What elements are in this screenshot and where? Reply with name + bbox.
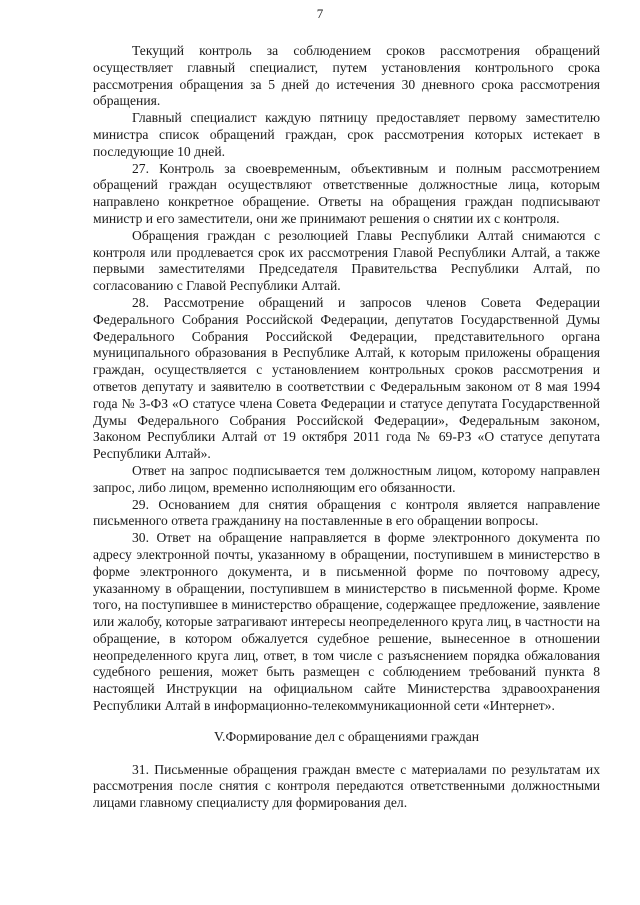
paragraph-27: 27. Контроль за своевременным, объективным и полным рассмотрением обращений граждан осуществляют ответственные должностные лица, которым направлено конкретное обращение. Ответы на обращения граждан подписывают министр и его заместители, они же принимают решения о снятии их с контроля. <box>93 160 600 226</box>
paragraph-reply-signature: Ответ на запрос подписывается тем должностным лицом, которому направлен запрос, либо лицом, временно исполняющим его обязанности. <box>93 462 600 495</box>
paragraph-control-deadlines: Текущий контроль за соблюдением сроков рассмотрения обращений осуществляет главный специалист, путем установления контрольного срока рассмотрения обращения за 5 дней до истечения 30 дневного срока рассмотрения обращения. <box>93 43 600 109</box>
paragraph-30: 30. Ответ на обращение направляется в форме электронного документа по адресу электронной почты, указанному в обращении, поступившем в министерство в форме электронного документа, и в письменной форме по почтовому адресу, указанному в обращении, поступившем в министерство в письменной форме. Кроме того, на поступившее в министерство обращение, содержащее предложение, заявление или жалобу, которые затрагивают интересы неопределенного круга лиц, в частности на обращение, в котором обжалуется судебное решение, вынесенное в отношении неопределенного круга лиц, ответ, в том числе с разъяснением порядка обжалования судебного решения, может быть размещен с соблюдением требований пункта 8 настоящей Инструкции на официальном сайте Министерства здравоохранения Республики Алтай в информационно-телекоммуникационной сети «Интернет». <box>93 530 600 714</box>
page-number: 7 <box>316 6 324 21</box>
document-body <box>93 43 600 812</box>
paragraph-resolution-head: Обращения граждан с резолюцией Главы Республики Алтай снимаются с контроля или продлевается срок их рассмотрения Главой Республики Алтай, а также первыми заместителями Председателя Правительства Республики Алтай, по согласованию с Главой Республики Алтай. <box>93 227 600 294</box>
paragraph-31: 31. Письменные обращения граждан вместе с материалами по результатам их рассмотрения после снятия с контроля передаются ответственными должностными лицами главному специалисту для формирования дел. <box>93 761 600 811</box>
paragraph-weekly-list: Главный специалист каждую пятницу предоставляет первому заместителю министра список обращений граждан, срок рассмотрения которых истекает в последующие 10 дней. <box>93 110 600 159</box>
paragraph-28: 28. Рассмотрение обращений и запросов членов Совета Федерации Федерального Собрания Российской Федерации, депутатов Государственной Думы Федерального Собрания Российской Федерации, представительного органа муниципального образования в Республике Алтай, к которым приложены обращения граждан, осуществляется с установлением контрольных сроков рассмотрения и ответов депутату и заявителю в соответствии с Федеральным законом от 8 мая 1994 года № 3-ФЗ «О статусе члена Совета Федерации и статусе депутата Государственной Думы Федерального Собрания Российской Федерации», Федеральным законом, Законом Республики Алтай от 19 октября 2011 года № 69-РЗ «О статусе депутата Республики Алтай». <box>93 294 600 462</box>
paragraph-29: 29. Основанием для снятия обращения с контроля является направление письменного ответа гражданину на поставленные в его обращении вопросы. <box>93 496 600 529</box>
section-heading: V.Формирование дел с обращениями граждан <box>213 728 480 744</box>
